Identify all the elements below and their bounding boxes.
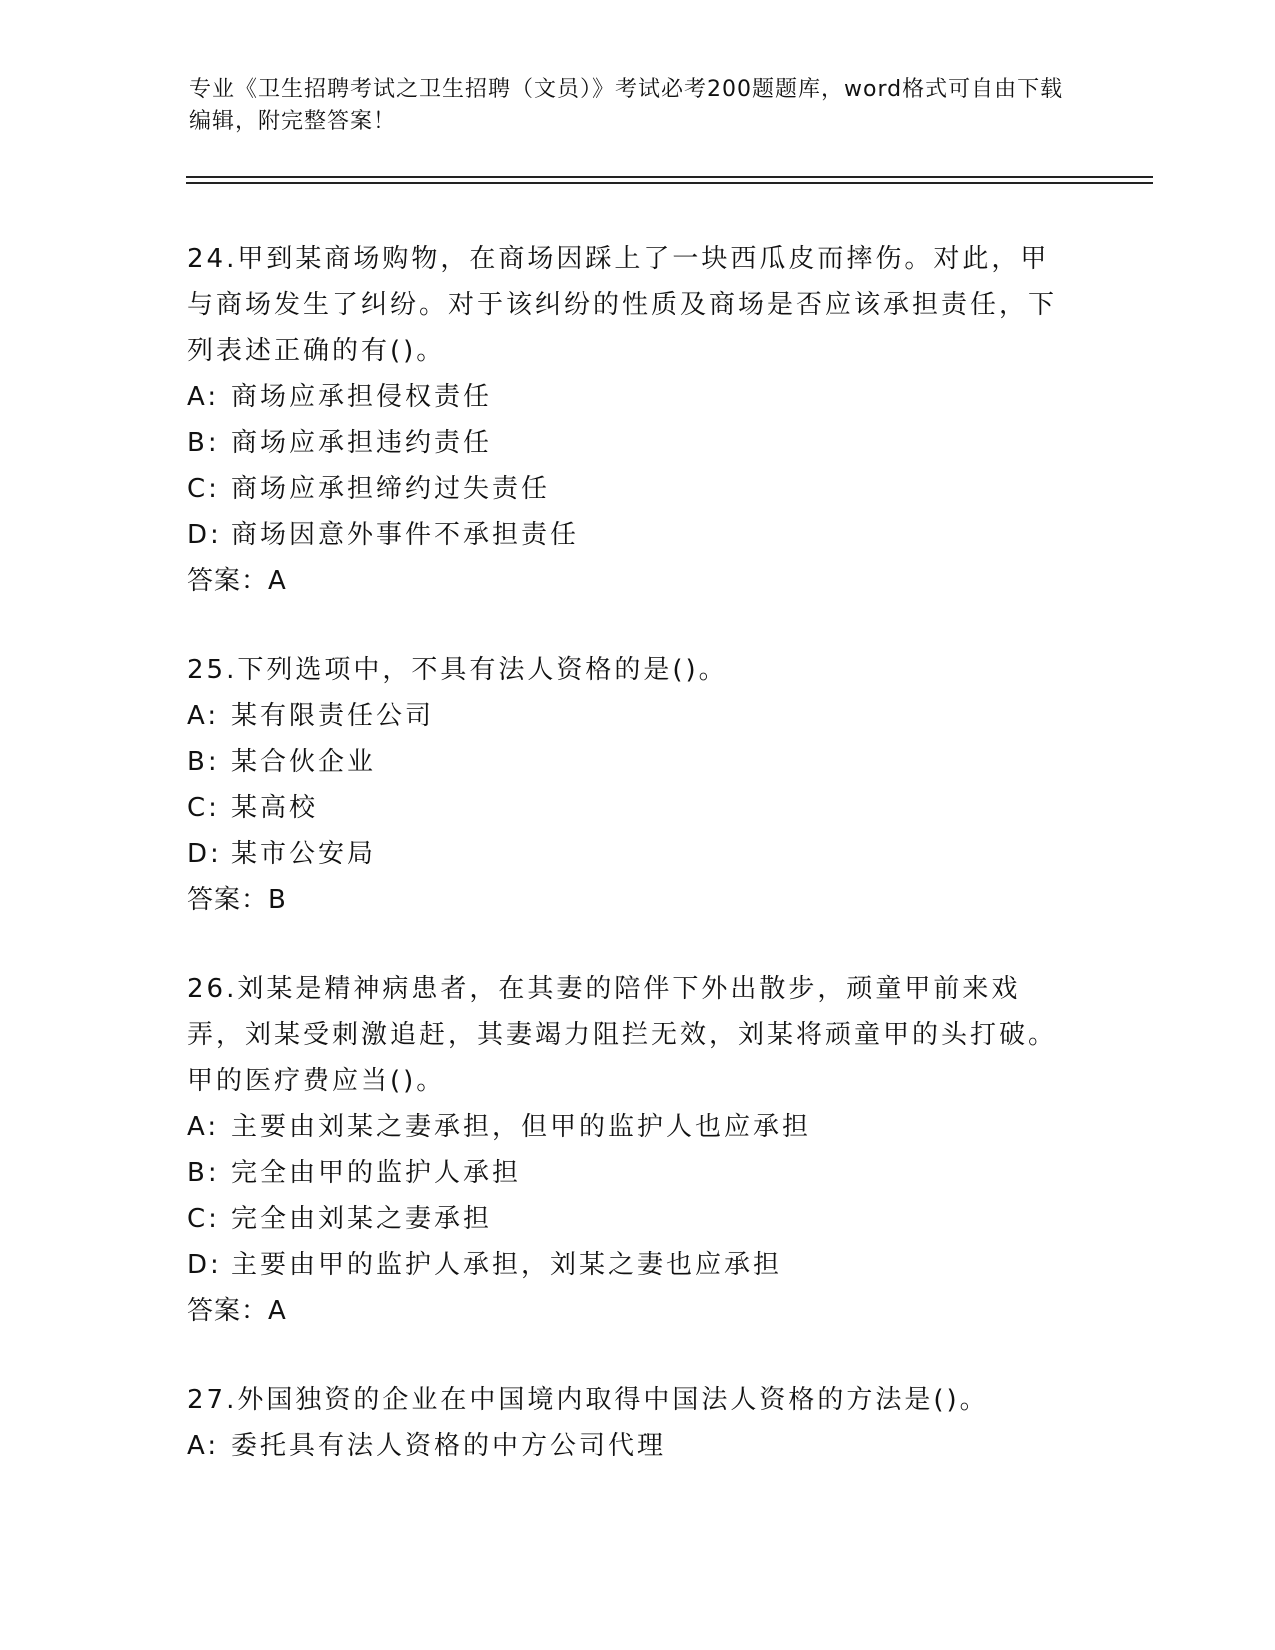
option-key: B: xyxy=(187,1158,220,1188)
option-text: 商场应承担违约责任 xyxy=(231,428,493,458)
option-text: 某市公安局 xyxy=(231,839,377,869)
option-a xyxy=(187,374,1087,420)
option-key: D: xyxy=(187,520,222,550)
option-d xyxy=(187,512,1087,558)
header-rule-top xyxy=(186,176,1153,178)
option-b xyxy=(187,420,1087,466)
option-key: B: xyxy=(187,428,220,458)
option-key: C: xyxy=(187,793,220,823)
option-a xyxy=(187,1104,1087,1150)
question-24 xyxy=(187,236,1087,604)
option-text: 完全由刘某之妻承担 xyxy=(231,1204,493,1234)
option-b xyxy=(187,1150,1087,1196)
option-c xyxy=(187,1196,1087,1242)
option-key: B: xyxy=(187,747,220,777)
question-stem: 27.外国独资的企业在中国境内取得中国法人资格的方法是()。 xyxy=(187,1385,989,1415)
answer-text: 答案：B xyxy=(187,885,287,915)
option-text: 主要由甲的监护人承担，刘某之妻也应承担 xyxy=(231,1250,783,1280)
option-c xyxy=(187,466,1087,512)
document-header: 专业《卫生招聘考试之卫生招聘（文员）》考试必考200题题库，word格式可自由下载编辑，附完整答案！ xyxy=(189,77,1064,134)
option-key: D: xyxy=(187,839,222,869)
option-text: 委托具有法人资格的中方公司代理 xyxy=(231,1431,667,1461)
option-d xyxy=(187,1242,1087,1288)
option-text: 主要由刘某之妻承担，但甲的监护人也应承担 xyxy=(231,1112,812,1142)
question-list xyxy=(187,236,1087,1512)
option-b xyxy=(187,739,1087,785)
question-27 xyxy=(187,1377,1087,1469)
option-c xyxy=(187,785,1087,831)
answer-text: 答案：A xyxy=(187,566,287,596)
option-key: C: xyxy=(187,474,220,504)
option-key: A: xyxy=(187,382,220,412)
option-text: 完全由甲的监护人承担 xyxy=(231,1158,522,1188)
answer-text: 答案：A xyxy=(187,1296,287,1326)
option-a xyxy=(187,1423,1087,1469)
option-text: 商场应承担缔约过失责任 xyxy=(231,474,551,504)
option-a xyxy=(187,693,1087,739)
option-key: A: xyxy=(187,701,220,731)
question-stem: 24.甲到某商场购物，在商场因踩上了一块西瓜皮而摔伤。对此，甲与商场发生了纠纷。对于该纠纷的性质及商场是否应该承担责任，下列表述正确的有()。 xyxy=(187,244,1058,366)
option-key: A: xyxy=(187,1112,220,1142)
option-key: D: xyxy=(187,1250,222,1280)
option-text: 商场因意外事件不承担责任 xyxy=(231,520,580,550)
option-d xyxy=(187,831,1087,877)
question-26 xyxy=(187,966,1087,1334)
header-rule-bottom xyxy=(186,182,1153,184)
question-25 xyxy=(187,647,1087,923)
question-stem: 25.下列选项中，不具有法人资格的是()。 xyxy=(187,655,728,685)
option-key: C: xyxy=(187,1204,220,1234)
option-text: 某合伙企业 xyxy=(231,747,377,777)
option-text: 商场应承担侵权责任 xyxy=(231,382,493,412)
question-stem: 26.刘某是精神病患者，在其妻的陪伴下外出散步，顽童甲前来戏弄，刘某受刺激追赶，其妻竭力阻拦无效，刘某将顽童甲的头打破。甲的医疗费应当()。 xyxy=(187,974,1058,1096)
option-text: 某高校 xyxy=(231,793,319,823)
option-text: 某有限责任公司 xyxy=(231,701,435,731)
option-key: A: xyxy=(187,1431,220,1461)
